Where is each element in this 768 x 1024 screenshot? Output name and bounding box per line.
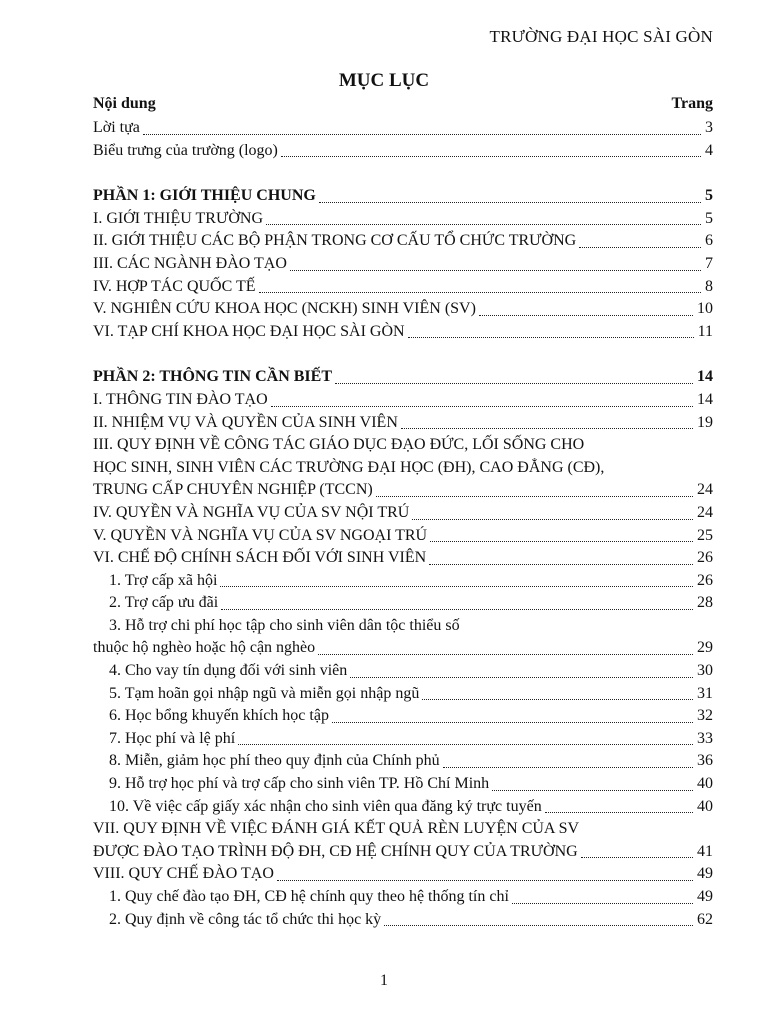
toc-entry bbox=[93, 637, 713, 660]
toc-entry bbox=[93, 502, 713, 525]
toc-entry-page: 5 bbox=[705, 209, 713, 227]
toc-entry bbox=[93, 479, 713, 502]
toc-entry-text: VII. QUY ĐỊNH VỀ VIỆC ĐÁNH GIÁ KẾT QUẢ RÈN LUYỆN CỦA SV bbox=[93, 820, 580, 838]
toc-entry-page: 62 bbox=[697, 910, 713, 928]
toc-column-header bbox=[93, 95, 713, 115]
toc-entry-page: 3 bbox=[705, 119, 713, 136]
toc-entry-text: IV. HỢP TÁC QUỐC TẾ bbox=[93, 277, 256, 295]
toc-entry-page: 49 bbox=[697, 865, 713, 883]
toc-entry bbox=[93, 117, 713, 140]
toc-leader-dots bbox=[545, 812, 693, 813]
toc-entry-page: 30 bbox=[697, 662, 713, 680]
toc-entry bbox=[93, 909, 713, 932]
toc-entry-text: Lời tựa bbox=[93, 119, 140, 136]
toc-entry bbox=[93, 230, 713, 253]
page-number: 1 bbox=[380, 972, 388, 989]
toc-entry-page: 28 bbox=[697, 594, 713, 612]
toc-leader-dots bbox=[401, 428, 693, 429]
toc-entry bbox=[93, 615, 713, 638]
toc-entry bbox=[93, 208, 713, 231]
toc-entry-text: 3. Hỗ trợ chi phí học tập cho sinh viên dân tộc thiểu số bbox=[109, 616, 460, 634]
toc-entry-page: 29 bbox=[697, 639, 713, 657]
toc-entry-text: 9. Hỗ trợ học phí và trợ cấp cho sinh viên TP. Hồ Chí Minh bbox=[109, 775, 490, 793]
toc-entry-page: 10 bbox=[697, 300, 713, 318]
toc-entry bbox=[93, 140, 713, 163]
toc-entry-page: 24 bbox=[697, 481, 713, 499]
toc-leader-dots bbox=[350, 677, 693, 678]
toc-entry bbox=[93, 773, 713, 796]
toc-entry-text: V. QUYỀN VÀ NGHĨA VỤ CỦA SV NGOẠI TRÚ bbox=[93, 526, 428, 544]
toc-entry-text: 5. Tạm hoãn gọi nhập ngũ và miễn gọi nhập ngũ bbox=[109, 684, 420, 702]
toc-entry-text: 7. Học phí và lệ phí bbox=[109, 729, 236, 747]
toc-entry-text: I. THÔNG TIN ĐÀO TẠO bbox=[93, 390, 268, 408]
toc-entry-text: PHẦN 1: GIỚI THIỆU CHUNG bbox=[93, 187, 316, 205]
toc-entry bbox=[93, 185, 713, 208]
toc-entry bbox=[93, 321, 713, 344]
toc-entry bbox=[93, 547, 713, 570]
toc-leader-dots bbox=[290, 270, 701, 271]
toc-leader-dots bbox=[266, 224, 701, 225]
toc-entry bbox=[93, 660, 713, 683]
toc-leader-dots bbox=[422, 699, 693, 700]
toc-leader-dots bbox=[492, 790, 693, 791]
toc-entry-text: 6. Học bổng khuyến khích học tập bbox=[109, 707, 329, 725]
toc-leader-dots bbox=[408, 337, 694, 338]
toc-leader-dots bbox=[412, 519, 693, 520]
toc-entry-text: III. QUY ĐỊNH VỀ CÔNG TÁC GIÁO DỤC ĐẠO ĐỨC, LỐI SỐNG CHO bbox=[93, 436, 585, 454]
toc-leader-dots bbox=[384, 925, 693, 926]
toc-entry-page: 5 bbox=[705, 187, 713, 205]
toc-entry bbox=[93, 298, 713, 321]
toc-entry-page: 19 bbox=[697, 413, 713, 431]
toc-entry-text: PHẦN 2: THÔNG TIN CẦN BIẾT bbox=[93, 368, 332, 386]
toc-leader-dots bbox=[143, 134, 701, 135]
toc-entry-text: I. GIỚI THIỆU TRƯỜNG bbox=[93, 209, 264, 227]
toc-entry-text: 1. Quy chế đào tạo ĐH, CĐ hệ chính quy theo hệ thống tín chỉ bbox=[109, 888, 509, 905]
toc-leader-dots bbox=[429, 564, 693, 565]
toc-entry-text: thuộc hộ nghèo hoặc hộ cận nghèo bbox=[93, 639, 316, 657]
toc-entry bbox=[93, 276, 713, 299]
toc-entry-text: II. NHIỆM VỤ VÀ QUYỀN CỦA SINH VIÊN bbox=[93, 413, 398, 431]
toc-column-page-label: Trang bbox=[671, 95, 713, 112]
toc-leader-dots bbox=[238, 744, 693, 745]
toc-entry-text: VIII. QUY CHẾ ĐÀO TẠO bbox=[93, 865, 274, 883]
toc-entry-page: 33 bbox=[697, 729, 713, 747]
toc-leader-dots bbox=[318, 654, 693, 655]
toc-entry bbox=[93, 253, 713, 276]
toc-entry-text: 4. Cho vay tín dụng đối với sinh viên bbox=[109, 662, 348, 680]
toc-entry-page: 40 bbox=[697, 775, 713, 793]
toc-entry-text: II. GIỚI THIỆU CÁC BỘ PHẬN TRONG CƠ CẤU TỔ CHỨC TRƯỜNG bbox=[93, 232, 577, 250]
toc-entry-page: 26 bbox=[697, 571, 713, 589]
toc-column-content-label: Nội dung bbox=[93, 95, 156, 112]
toc-entry bbox=[93, 705, 713, 728]
toc-entry-page: 31 bbox=[697, 684, 713, 702]
toc-entry bbox=[93, 592, 713, 615]
toc-entry-text: VI. CHẾ ĐỘ CHÍNH SÁCH ĐỐI VỚI SINH VIÊN bbox=[93, 549, 427, 567]
toc-entry-page: 7 bbox=[705, 254, 713, 272]
toc-entry bbox=[93, 796, 713, 819]
toc-leader-dots bbox=[332, 722, 693, 723]
toc-entry bbox=[93, 457, 713, 480]
toc-entry bbox=[93, 841, 713, 864]
toc-entry bbox=[93, 728, 713, 751]
toc-entry-page: 32 bbox=[697, 707, 713, 725]
toc-entry bbox=[93, 412, 713, 435]
toc-entry bbox=[93, 886, 713, 909]
toc-entry bbox=[93, 525, 713, 548]
toc-entry-text: Biểu trưng của trường (logo) bbox=[93, 141, 278, 159]
toc-leader-dots bbox=[271, 406, 693, 407]
toc-list bbox=[93, 117, 713, 931]
page-header-school: TRƯỜNG ĐẠI HỌC SÀI GÒN bbox=[489, 27, 713, 46]
toc-entry-page: 11 bbox=[697, 322, 713, 340]
toc-entry-page: 49 bbox=[697, 888, 713, 905]
toc-entry bbox=[93, 366, 713, 389]
toc-entry-page: 41 bbox=[697, 842, 713, 860]
toc-entry-page: 25 bbox=[697, 526, 713, 544]
toc-leader-dots bbox=[221, 609, 693, 610]
toc-entry bbox=[93, 750, 713, 773]
toc-entry-text: TRUNG CẤP CHUYÊN NGHIỆP (TCCN) bbox=[93, 481, 373, 499]
toc-entry-text: 2. Trợ cấp ưu đãi bbox=[109, 594, 219, 612]
toc-leader-dots bbox=[376, 496, 693, 497]
toc-entry bbox=[93, 683, 713, 706]
toc-spacer bbox=[93, 162, 713, 185]
toc-entry-page: 14 bbox=[697, 368, 713, 386]
toc-entry bbox=[93, 570, 713, 593]
toc-entry-page: 36 bbox=[697, 752, 713, 770]
toc-leader-dots bbox=[512, 903, 693, 904]
toc-entry-text: 1. Trợ cấp xã hội bbox=[109, 571, 218, 589]
toc-entry bbox=[93, 434, 713, 457]
toc-leader-dots bbox=[281, 156, 701, 157]
toc-entry-page: 4 bbox=[705, 141, 713, 159]
toc-title: MỤC LỤC bbox=[338, 70, 430, 91]
toc-entry-page: 40 bbox=[697, 797, 713, 815]
toc-entry-text: 10. Về việc cấp giấy xác nhận cho sinh viên qua đăng ký trực tuyến bbox=[109, 797, 542, 815]
toc-entry-page: 26 bbox=[697, 549, 713, 567]
toc-leader-dots bbox=[319, 202, 701, 203]
toc-leader-dots bbox=[581, 857, 693, 858]
toc-leader-dots bbox=[259, 292, 701, 293]
toc-entry-text: 2. Quy định về công tác tổ chức thi học kỳ bbox=[109, 910, 382, 928]
toc-entry bbox=[93, 863, 713, 886]
toc-entry-text: 8. Miễn, giảm học phí theo quy định của Chính phủ bbox=[109, 752, 440, 770]
toc-entry-page: 8 bbox=[705, 277, 713, 295]
toc-entry bbox=[93, 389, 713, 412]
toc-leader-dots bbox=[277, 880, 693, 881]
toc-leader-dots bbox=[579, 247, 701, 248]
toc-leader-dots bbox=[443, 767, 693, 768]
toc-entry-text: V. NGHIÊN CỨU KHOA HỌC (NCKH) SINH VIÊN (SV) bbox=[93, 300, 476, 318]
toc-entry-page: 14 bbox=[697, 390, 713, 408]
toc-leader-dots bbox=[335, 383, 693, 384]
toc-entry-text: VI. TẠP CHÍ KHOA HỌC ĐẠI HỌC SÀI GÒN bbox=[93, 322, 405, 340]
toc-entry-text: IV. QUYỀN VÀ NGHĨA VỤ CỦA SV NỘI TRÚ bbox=[93, 503, 410, 521]
toc-entry-text: HỌC SINH, SINH VIÊN CÁC TRƯỜNG ĐẠI HỌC (ĐH), CAO ĐẲNG (CĐ), bbox=[93, 458, 605, 476]
toc-leader-dots bbox=[220, 586, 693, 587]
toc-entry-page: 6 bbox=[705, 232, 713, 250]
toc-leader-dots bbox=[430, 541, 693, 542]
toc-entry-text: ĐƯỢC ĐÀO TẠO TRÌNH ĐỘ ĐH, CĐ HỆ CHÍNH QUY CỦA TRƯỜNG bbox=[93, 842, 578, 860]
toc-spacer bbox=[93, 343, 713, 366]
toc-leader-dots bbox=[479, 315, 693, 316]
toc-entry-page: 24 bbox=[697, 503, 713, 521]
toc-entry-text: III. CÁC NGÀNH ĐÀO TẠO bbox=[93, 254, 287, 272]
toc-entry bbox=[93, 818, 713, 841]
